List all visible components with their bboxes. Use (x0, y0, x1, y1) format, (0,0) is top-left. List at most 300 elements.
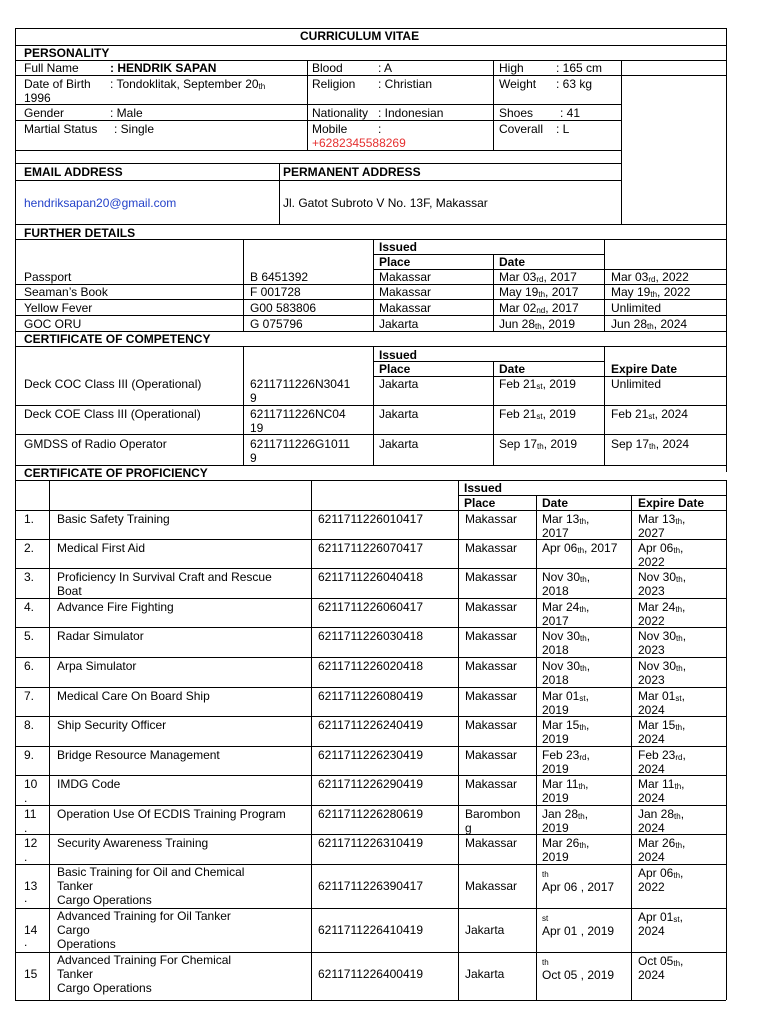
date-year: , (682, 718, 686, 732)
table-rule (493, 60, 494, 150)
table-row-expire-year: 2024 (638, 732, 665, 746)
table-row-index-cont: . (24, 891, 28, 905)
table-row-index: 15 (24, 967, 38, 981)
table-row-issue-date (499, 377, 576, 394)
table-rule (15, 75, 621, 76)
table-row-index: 11 (24, 807, 37, 821)
table-row-number: 6211711226280619 (318, 807, 423, 821)
table-row-issue-suffix: st (542, 914, 549, 923)
table-row-expire-date (611, 437, 689, 454)
table-rule (604, 346, 605, 465)
date-suffix: st (648, 412, 655, 421)
table-row-place: Makassar (379, 301, 432, 315)
date-text: Nov 30 (542, 629, 581, 643)
date-text: Mar 01 (638, 689, 676, 703)
table-row-issue-date (499, 301, 579, 318)
table-row-place: Makassar (465, 659, 518, 673)
table-rule (631, 495, 632, 1000)
table-row-place: Jakarta (379, 407, 419, 421)
page-title: CURRICULUM VITAE (300, 29, 420, 43)
date-suffix: st (673, 915, 680, 924)
address-value: Jl. Gatot Subroto V No. 13F, Makassar (283, 196, 488, 210)
marital-value: : Single (114, 122, 155, 136)
table-rule (15, 224, 726, 225)
date-suffix: st (536, 382, 543, 391)
date-suffix: th (675, 517, 683, 526)
table-row-issue-date (542, 541, 617, 558)
table-row-index: 9. (24, 748, 35, 762)
date-text: Apr 01 (638, 910, 674, 924)
table-row-number: F 001728 (250, 285, 301, 299)
table-rule (493, 254, 494, 331)
dob-value (110, 77, 265, 94)
table-row-number: 6211711226410419 (318, 923, 423, 937)
table-rule (15, 716, 726, 717)
date-year: , (679, 910, 683, 924)
table-rule (726, 480, 727, 1000)
table-row-number: 6211711226030418 (318, 629, 423, 643)
table-row-name: Tanker (57, 879, 94, 893)
table-row-expire-year: 2023 (638, 673, 665, 687)
table-row-name: Passport (24, 270, 72, 284)
dob-text: : Tondoklitak, September 20 (110, 77, 259, 91)
date-suffix: th (675, 723, 683, 732)
date-suffix: st (579, 694, 586, 703)
date-suffix: st (675, 694, 682, 703)
date-year: , (682, 600, 686, 614)
date-suffix: th (535, 322, 542, 331)
date-suffix: rd (675, 753, 683, 762)
date-year: , (586, 748, 590, 762)
date-text: Feb 21 (611, 407, 649, 421)
table-rule (311, 480, 312, 1000)
table-row-name: Advanced Training For Chemical (57, 953, 232, 967)
table-row-place: Jakarta (379, 317, 419, 331)
table-row-number: B 6451392 (250, 270, 309, 284)
table-rule (15, 104, 621, 105)
table-row-place: Jakarta (465, 923, 505, 937)
table-rule (726, 28, 727, 472)
date-suffix: th (676, 634, 683, 643)
table-row-expire-year: 2024 (638, 762, 665, 776)
date-text: Feb 21 (499, 407, 537, 421)
table-rule (15, 180, 621, 181)
table-row-name: Security Awareness Training (57, 836, 209, 850)
table-row-number: 6211711226230419 (318, 748, 423, 762)
table-row-issue-date (499, 437, 577, 454)
table-rule (373, 239, 374, 331)
table-row-expire-date (611, 377, 661, 394)
table-row-place: Jakarta (379, 437, 419, 451)
date-year: , 2022 (657, 285, 691, 299)
date-year: , (680, 954, 684, 968)
date-text: Mar 03 (611, 270, 649, 284)
date-text: Unlimited (611, 377, 662, 391)
date-text: Mar 02 (499, 301, 537, 315)
date-text: Nov 30 (638, 570, 677, 584)
table-row-name: GMDSS of Radio Operator (24, 437, 167, 451)
table-row-name: Medical Care On Board Ship (57, 689, 210, 703)
coverall-label: Coverall (499, 122, 544, 136)
table-row-name: Basic Safety Training (57, 512, 170, 526)
issued-heading: Issued (379, 240, 418, 254)
table-row-issue-date: Oct 05 , 2019 (542, 968, 615, 982)
date-year: , (682, 748, 686, 762)
blood-label: Blood (312, 61, 343, 75)
date-suffix: st (536, 412, 543, 421)
date-year: , (682, 570, 687, 584)
date-heading: Date (542, 496, 569, 510)
table-row-name: Cargo Operations (57, 893, 152, 907)
table-row-index: 8. (24, 718, 35, 732)
date-text: Jan 28 (638, 807, 675, 821)
date-suffix: rd (536, 275, 544, 284)
table-row-place: Makassar (465, 600, 518, 614)
table-row-expire-year: 2024 (638, 850, 665, 864)
table-row-number-cont: 9 (250, 391, 257, 405)
table-row-index: 10 (24, 777, 38, 791)
table-row-index-cont: . (24, 935, 28, 949)
table-row-name: Radar Simulator (57, 629, 144, 643)
gender-label: Gender (24, 106, 65, 120)
table-row-place: Makassar (465, 629, 518, 643)
table-rule (15, 1000, 726, 1001)
date-suffix: th (580, 575, 587, 584)
table-row-issue-date (499, 407, 576, 424)
date-text: Mar 01 (542, 689, 580, 703)
date-text: May 19 (499, 285, 539, 299)
table-row-index-cont: . (24, 850, 28, 864)
section-heading: PERSONALITY (24, 46, 110, 60)
date-text: Mar 26 (638, 836, 676, 850)
expire-heading: Expire Date (611, 362, 678, 376)
mobile-value: +6282345588269 (312, 136, 406, 150)
date-year: , (681, 777, 685, 791)
date-year: , 2017 (545, 285, 579, 299)
date-suffix: th (579, 723, 587, 732)
date-year: , (586, 836, 590, 850)
table-row-name: Yellow Fever (24, 301, 93, 315)
date-suffix: th (579, 517, 587, 526)
table-row-name: Arpa Simulator (57, 659, 137, 673)
table-row-place: Makassar (379, 285, 432, 299)
date-year: , (680, 866, 684, 880)
table-row-issue-year: 2018 (542, 673, 569, 687)
date-text: Feb 23 (542, 748, 580, 762)
table-row-place: g (465, 821, 472, 835)
dob-suffix: th (258, 82, 266, 91)
date-year: , 2019 (542, 377, 576, 391)
table-rule (621, 60, 622, 224)
place-heading: Place (379, 255, 411, 269)
date-year: , (682, 629, 687, 643)
table-row-issue-year: 2019 (542, 850, 569, 864)
date-heading: Date (499, 255, 526, 269)
table-row-name: Operations (57, 937, 116, 951)
gender-value: : Male (110, 106, 143, 120)
table-row-place: Makassar (465, 748, 518, 762)
table-row-index: 3. (24, 570, 35, 584)
date-year: , 2022 (655, 270, 689, 284)
date-year: , (586, 512, 590, 526)
date-text: Jan 28 (542, 807, 579, 821)
table-row-place: Makassar (465, 777, 518, 791)
date-year: , (586, 570, 591, 584)
date-text: Jun 28 (611, 317, 648, 331)
table-rule (243, 239, 244, 331)
marital-label: Martial Status (24, 122, 98, 136)
table-row-place: Makassar (465, 541, 518, 555)
date-text: Mar 26 (542, 836, 580, 850)
table-row-name: Boat (57, 584, 82, 598)
date-suffix: th (577, 546, 585, 555)
table-row-expire-date (611, 285, 690, 302)
table-row-name: Operation Use Of ECDIS Training Program (57, 807, 286, 821)
table-row-name: Cargo Operations (57, 981, 152, 995)
date-text: Mar 11 (542, 777, 579, 791)
date-suffix: rd (579, 753, 587, 762)
table-rule (493, 361, 494, 465)
date-suffix: th (578, 812, 585, 821)
place-heading: Place (379, 362, 411, 376)
date-text: Jun 28 (499, 317, 536, 331)
date-suffix: th (649, 442, 656, 451)
table-row-index: 13 (24, 879, 38, 893)
table-row-number-cont: 9 (250, 451, 257, 465)
email-heading: EMAIL ADDRESS (24, 165, 123, 179)
table-row-index-cont: . (24, 821, 28, 835)
mobile-label: Mobile (312, 122, 348, 136)
date-suffix: th (673, 871, 681, 880)
high-label: High (499, 61, 524, 75)
address-heading: PERMANENT ADDRESS (283, 165, 421, 179)
table-row-index: 4. (24, 600, 35, 614)
shoes-label: Shoes (499, 106, 534, 120)
religion-value: : Christian (378, 77, 433, 91)
table-row-place: Makassar (465, 718, 518, 732)
date-year: , (682, 512, 686, 526)
table-row-number-cont: 19 (250, 421, 264, 435)
table-rule (15, 480, 726, 481)
date-text: Mar 03 (499, 270, 537, 284)
table-rule (15, 45, 726, 46)
table-rule (15, 775, 726, 776)
nationality-label: Nationality (312, 106, 369, 120)
table-row-index: 6. (24, 659, 35, 673)
blood-value: : A (378, 61, 393, 75)
table-rule (15, 120, 621, 121)
table-row-expire-year: 2024 (638, 821, 665, 835)
table-row-index: 5. (24, 629, 35, 643)
expire-heading: Expire Date (638, 496, 705, 510)
date-year: , 2019 (541, 317, 576, 331)
date-text: Nov 30 (542, 570, 581, 584)
table-row-number: 6211711226070417 (318, 541, 423, 555)
table-row-number: G00 583806 (250, 301, 317, 315)
date-text: Mar 11 (638, 777, 675, 791)
date-text: Mar 24 (542, 600, 580, 614)
dob-year: 1996 (24, 91, 51, 105)
table-row-number: 6211711226040418 (318, 570, 423, 584)
table-row-expire-year: 2024 (638, 924, 665, 938)
date-text: Feb 21 (499, 377, 537, 391)
table-row-expire-year: 2022 (638, 555, 665, 569)
date-suffix: th (650, 290, 658, 299)
date-suffix: th (676, 575, 683, 584)
table-row-name: GOC ORU (24, 317, 82, 331)
coverall-value: : L (556, 122, 570, 136)
table-row-index: 12 (24, 836, 38, 850)
date-suffix: th (580, 664, 587, 673)
mobile-colon: : (378, 122, 382, 136)
table-row-name: Cargo (57, 923, 90, 937)
table-rule (15, 150, 621, 151)
date-suffix: th (674, 782, 682, 791)
date-text: Nov 30 (542, 659, 581, 673)
table-row-index: 1. (24, 512, 35, 526)
table-row-number: G 075796 (250, 317, 303, 331)
table-row-number: 6211711226010417 (318, 512, 423, 526)
table-rule (15, 163, 621, 164)
date-year: , 2017 (543, 270, 577, 284)
date-year: , 2017 (584, 541, 618, 555)
issued-heading: Issued (464, 481, 503, 495)
table-row-name: Advance Fire Fighting (57, 600, 174, 614)
shoes-value: : 41 (560, 106, 581, 120)
table-row-expire-year: 2024 (638, 791, 665, 805)
table-row-name: Deck COC Class III (Operational) (24, 377, 202, 391)
table-row-issue-year: 2019 (542, 732, 569, 746)
date-text: Sep 17 (611, 437, 650, 451)
section-heading: CERTIFICATE OF PROFICIENCY (24, 466, 208, 480)
date-year: , (586, 600, 590, 614)
table-row-issue-year: 2019 (542, 703, 569, 717)
date-suffix: th (675, 605, 683, 614)
table-row-name: Bridge Resource Management (57, 748, 220, 762)
section-heading: FURTHER DETAILS (24, 226, 136, 240)
table-row-issue-date (499, 285, 578, 302)
dob-label: Date of Birth (24, 77, 91, 91)
table-row-index: 7. (24, 689, 35, 703)
table-row-name: Seaman’s Book (24, 285, 108, 299)
table-row-place: Barombon (465, 807, 521, 821)
table-rule (15, 746, 726, 747)
date-year: , (585, 689, 589, 703)
table-row-name: Advanced Training for Oil Tanker (57, 909, 231, 923)
table-row-name: Basic Training for Oil and Chemical (57, 865, 245, 879)
nationality-value: : Indonesian (378, 106, 444, 120)
date-year: , (585, 777, 589, 791)
table-row-index: 14 (24, 923, 38, 937)
table-row-issue-year: 2017 (542, 526, 569, 540)
date-suffix: th (579, 841, 587, 850)
table-row-name: Tanker (57, 967, 94, 981)
table-row-issue-suffix: th (542, 958, 549, 967)
table-row-issue-date: Apr 06 , 2017 (542, 880, 615, 894)
date-suffix: th (675, 841, 683, 850)
table-row-expire-date (611, 407, 688, 424)
place-heading: Place (464, 496, 496, 510)
date-year: , 2024 (654, 407, 688, 421)
table-row-name: IMDG Code (57, 777, 121, 791)
date-text: Mar 13 (638, 512, 676, 526)
date-text: May 19 (611, 285, 651, 299)
weight-value: : 63 kg (556, 77, 593, 91)
date-text: Feb 23 (638, 748, 676, 762)
date-suffix: th (538, 290, 546, 299)
date-heading: Date (499, 362, 526, 376)
date-suffix: th (580, 634, 587, 643)
table-row-expire-year: 2027 (638, 526, 665, 540)
date-year: , (586, 659, 591, 673)
table-row-expire-year: 2023 (638, 584, 665, 598)
date-suffix: th (673, 546, 681, 555)
table-rule (15, 627, 726, 628)
table-rule (15, 405, 726, 406)
table-row-number: 6211711226060417 (318, 600, 423, 614)
full-name-label: Full Name (24, 61, 79, 75)
table-row-number: 6211711226G1011 (250, 437, 351, 451)
table-rule (15, 834, 726, 835)
date-text: Sep 17 (499, 437, 538, 451)
date-year: , (682, 836, 686, 850)
table-row-place: Makassar (465, 570, 518, 584)
table-rule (49, 480, 50, 1000)
date-suffix: th (676, 664, 683, 673)
date-text: Nov 30 (638, 629, 677, 643)
table-row-name: Ship Security Officer (57, 718, 167, 732)
table-row-number: 6211711226310419 (318, 836, 423, 850)
section-heading: CERTIFICATE OF COMPETENCY (24, 332, 211, 346)
table-row-expire-date (611, 317, 687, 334)
date-text: Mar 13 (542, 512, 580, 526)
date-suffix: th (674, 812, 681, 821)
issued-heading: Issued (379, 348, 418, 362)
table-row-index: 2. (24, 541, 35, 555)
date-year: , 2024 (655, 437, 690, 451)
table-rule (604, 239, 605, 331)
date-text: Apr 06 (638, 866, 674, 880)
table-rule (15, 687, 726, 688)
date-year: , (682, 659, 687, 673)
date-suffix: th (673, 959, 681, 968)
table-row-expire-year: 2023 (638, 643, 665, 657)
table-row-expire-year: 2022 (638, 614, 665, 628)
date-year: , (586, 629, 591, 643)
table-rule (15, 28, 16, 1000)
date-suffix: th (579, 605, 587, 614)
table-rule (307, 60, 308, 150)
date-year: , (680, 541, 684, 555)
table-row-place: Makassar (379, 270, 432, 284)
table-row-place: Jakarta (465, 967, 505, 981)
table-row-number: 6211711226020418 (318, 659, 423, 673)
table-row-place: Jakarta (379, 377, 419, 391)
date-year: , 2019 (543, 437, 578, 451)
table-row-issue-year: 2019 (542, 791, 569, 805)
table-rule (15, 539, 726, 540)
table-rule (279, 163, 280, 224)
table-rule (15, 657, 726, 658)
date-year: , (680, 807, 685, 821)
date-suffix: th (647, 322, 654, 331)
table-rule (15, 598, 726, 599)
date-suffix: nd (536, 306, 546, 315)
date-year: , 2024 (653, 317, 688, 331)
date-year: , (681, 689, 685, 703)
date-suffix: rd (648, 275, 656, 284)
date-text: Mar 24 (638, 600, 676, 614)
